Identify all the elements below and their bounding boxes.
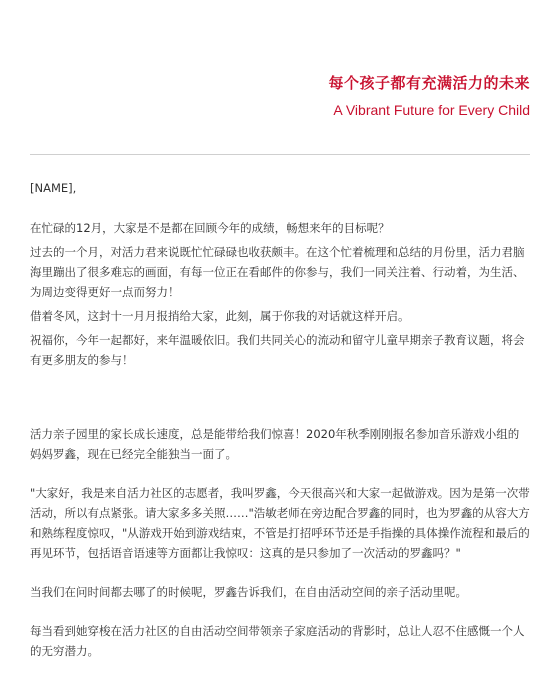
greeting: [NAME], xyxy=(30,181,77,195)
paragraph-review: 过去的一个月，对活力君来说既忙忙碌碌也收获颇丰。在这个忙着梳理和总结的月份里，活力君脑海里蹦出了很多难忘的画面，有每一位正在看邮件的你参与，我们一同关注着、行动着，为生活、为周边变得更好一点而努力！ xyxy=(30,245,525,299)
paragraph-time: 当我们在问时间都去哪了的时候呢，罗鑫告诉我们，在自由活动空间的亲子活动里呢。 xyxy=(30,585,467,599)
paragraph-quote: "大家好，我是来自活力社区的志愿者，我叫罗鑫，今天很高兴和大家一起做游戏。因为是第一次带活动，所以有点紧张。请大家多多关照……"浩敏老师在旁边配合罗鑫的同时，也为罗鑫的从容大方和熟练程度惊叹，"从游戏开始到游戏结束，不管是打招呼环节还是手指操的具体操作流程和最后的再见环节，包括语音语速等方面都让我惊叹：这真的是只参加了一次活动的罗鑫吗？" xyxy=(30,486,530,560)
title-chinese: 每个孩子都有充满活力的未来 xyxy=(328,74,530,92)
paragraph-potential: 每当看到她穿梭在活力社区的自由活动空间带领亲子家庭活动的背影时，总让人忍不住感慨一个人的无穷潜力。 xyxy=(30,624,525,658)
paragraph-wishes: 祝福你，今年一起都好，来年温暖依旧。我们共同关心的流动和留守儿童早期亲子教育议题，将会有更多朋友的参与！ xyxy=(30,333,525,367)
paragraph-newsletter: 借着冬风，这封十一月月报捎给大家，此刻，属于你我的对话就这样开启。 xyxy=(30,309,410,323)
paragraph-intro: 在忙碌的12月，大家是不是都在回顾今年的成绩，畅想来年的目标呢？ xyxy=(30,221,390,235)
paragraph-story-intro: 活力亲子园里的家长成长速度，总是能带给我们惊喜！2020年秋季刚刚报名参加音乐游戏小组的妈妈罗鑫，现在已经完全能独当一面了。 xyxy=(30,427,520,461)
title-english: A Vibrant Future for Every Child xyxy=(333,102,530,118)
header-divider xyxy=(30,154,530,155)
letter-body xyxy=(30,178,530,661)
